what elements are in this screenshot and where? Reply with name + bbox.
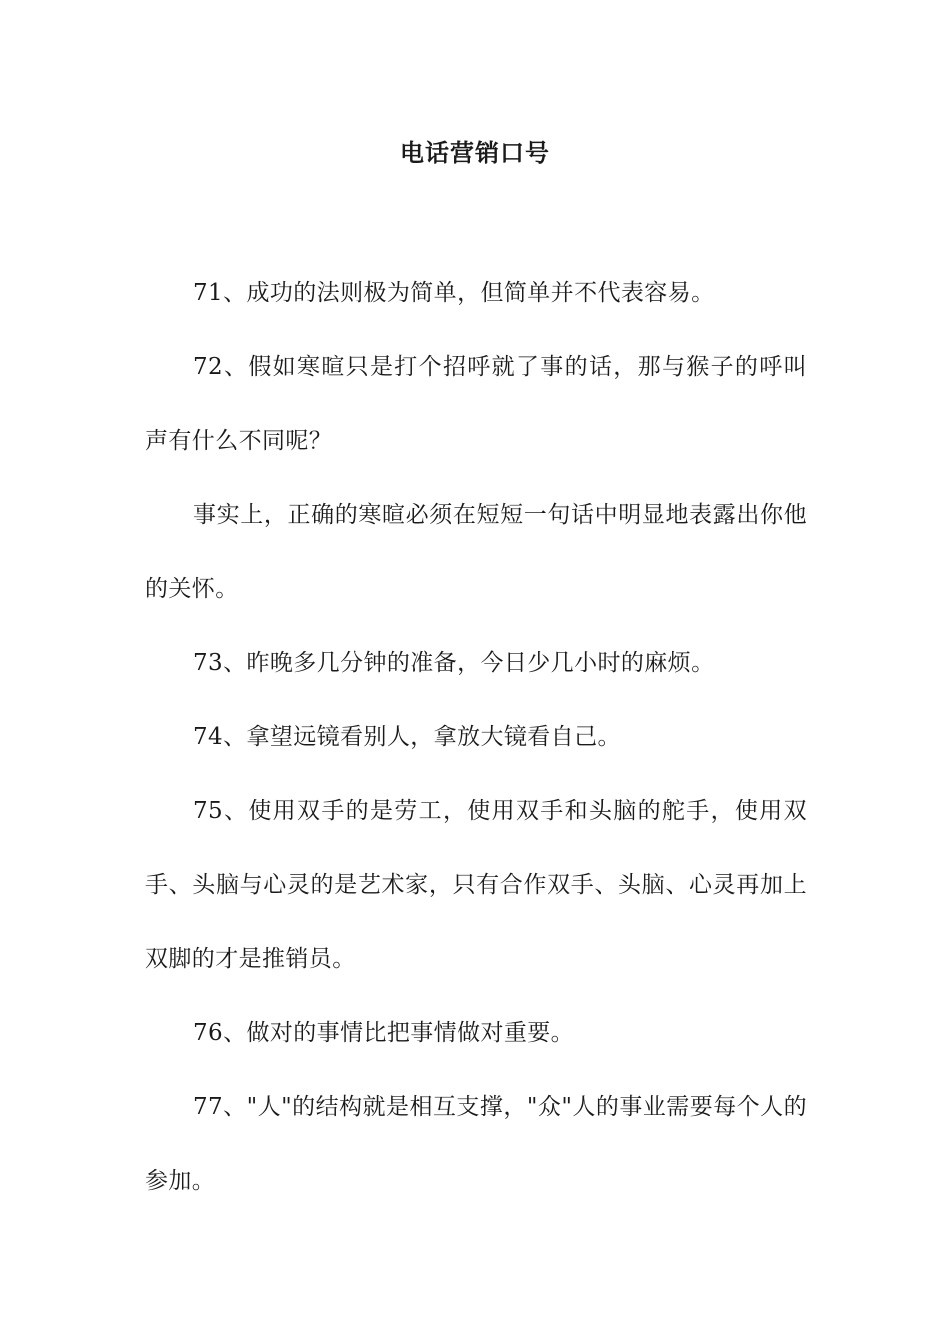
paragraph-75: 75、使用双手的是劳工，使用双手和头脑的舵手，使用双手、头脑与心灵的是艺术家，只有合作双手、头脑、心灵再加上双脚的才是推销员。 [145, 798, 807, 972]
paragraph-greeting-note: 事实上，正确的寒暄必须在短短一句话中明显地表露出你他的关怀。 [145, 502, 807, 602]
page-title: 电话营销口号 [400, 139, 550, 167]
paragraph-73: 73、昨晚多几分钟的准备，今日少几小时的麻烦。 [193, 650, 715, 676]
paragraph-72: 72、假如寒暄只是打个招呼就了事的话，那与猴子的呼叫声有什么不同呢？ [145, 354, 807, 454]
paragraph-74: 74、拿望远镜看别人，拿放大镜看自己。 [193, 724, 621, 750]
document-body [145, 256, 807, 1218]
paragraph-71: 71、成功的法则极为简单，但简单并不代表容易。 [193, 280, 715, 306]
paragraph-77: 77、"人"的结构就是相互支撑，"众"人的事业需要每个人的参加。 [145, 1094, 807, 1194]
paragraph-76: 76、做对的事情比把事情做对重要。 [193, 1020, 575, 1046]
